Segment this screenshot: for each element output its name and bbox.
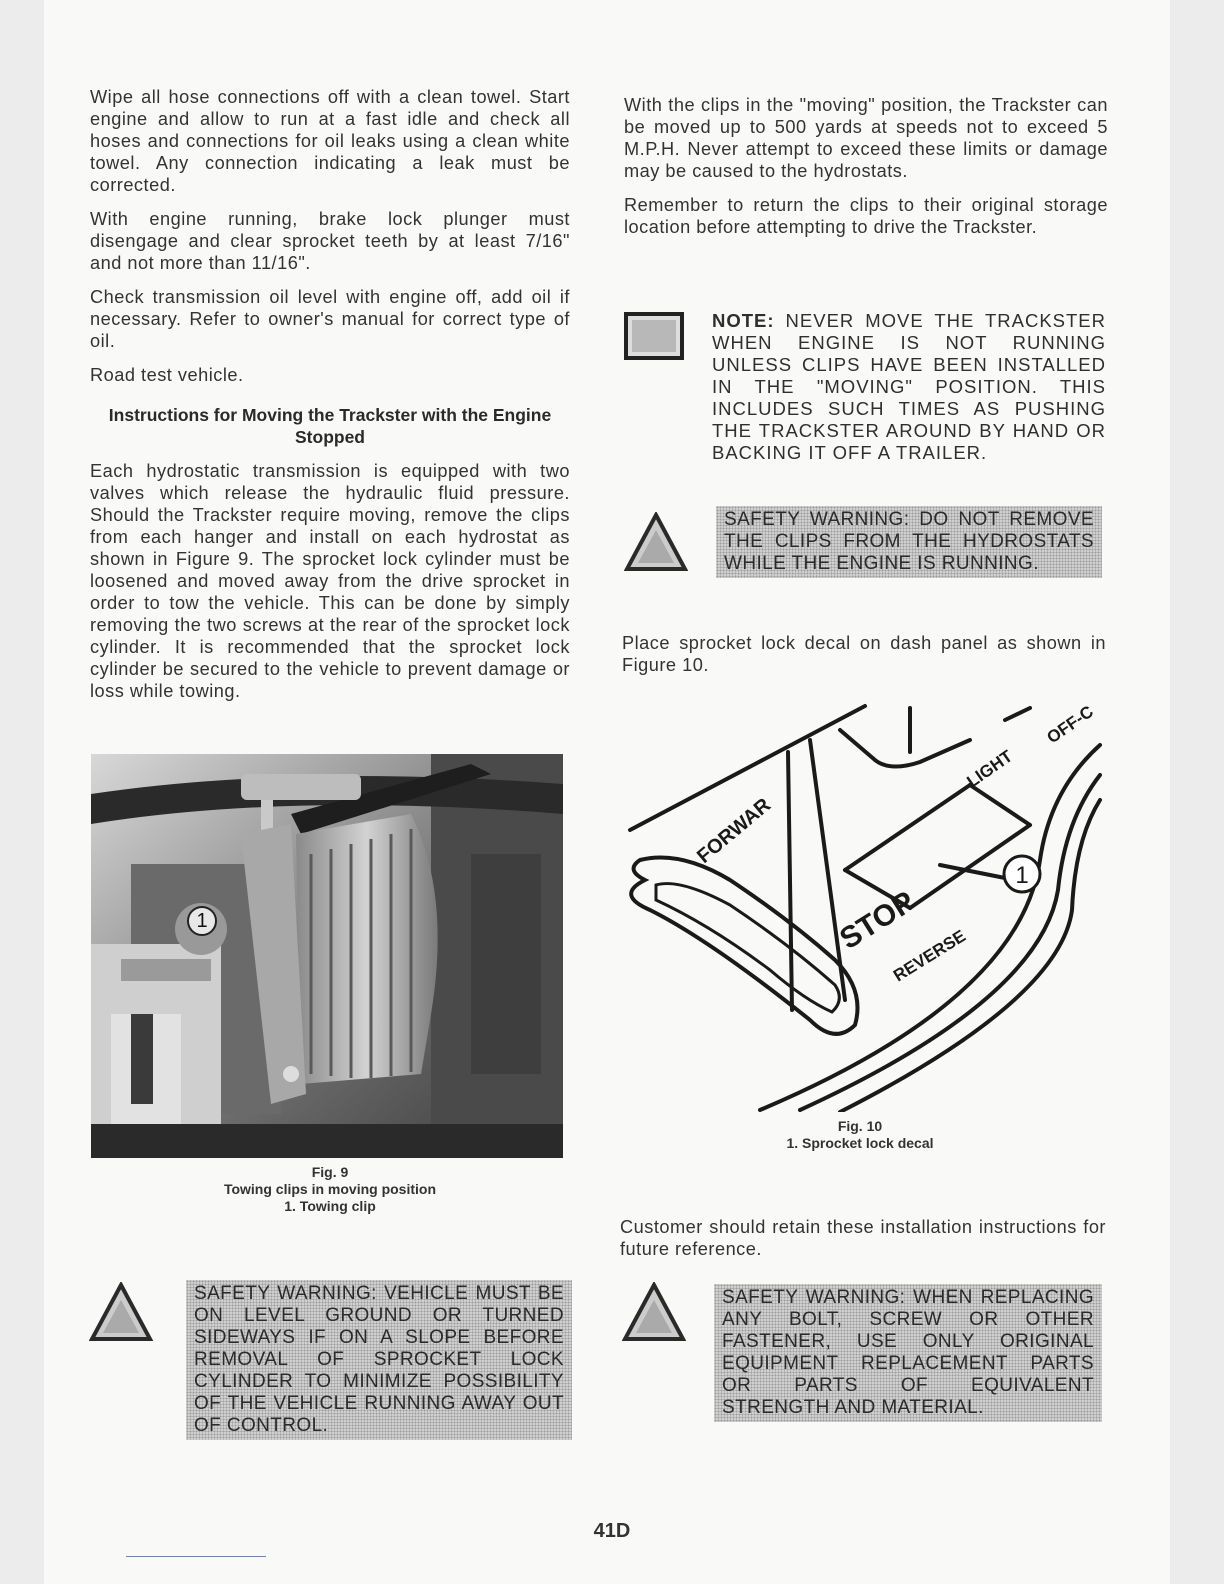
safety-warning-clips: SAFETY WARNING: DO NOT REMOVE THE CLIPS FROM THE HYDROSTATS WHILE THE ENGINE IS RUNNING.: [716, 506, 1102, 578]
figure-10-label-forward: FORWAR: [693, 794, 776, 868]
safety-warning-fasteners: SAFETY WARNING: WHEN REPLACING ANY BOLT, SCREW OR OTHER FASTENER, USE ONLY ORIGINAL EQUIPMENT REPLACEMENT PARTS OR PARTS OF EQUIVALENT STRENGTH AND MATERIAL.: [714, 1284, 1102, 1422]
figure-10-dash-diagram: [620, 700, 1106, 1112]
figure-9-photo: [91, 754, 563, 1158]
figure-10-callout: [1004, 856, 1040, 892]
safety-warning-left: SAFETY WARNING: VEHICLE MUST BE ON LEVEL GROUND OR TURNED SIDEWAYS IF ON A SLOPE BEFORE REMOVAL OF SPROCKET LOCK CYLINDER TO MINIMIZE POSSIBILITY OF THE VEHICLE RUNNING AWAY OUT OF CONTROL.: [186, 1280, 572, 1440]
right-column: [624, 94, 1108, 250]
paragraph-wipe-hoses: Wipe all hose connections off with a clean towel. Start engine and allow to run at a fast idle and check all hoses and connections for oil leaks using a clean white towel. Any connection indicating a leak must be corrected.: [90, 87, 570, 195]
paragraph-return-clips: Remember to return the clips to their original storage location before attempting to drive the Trackster.: [624, 195, 1108, 237]
figure-10-callout-number: 1: [1015, 862, 1029, 889]
paragraph-road-test: Road test vehicle.: [90, 365, 244, 385]
note-label: NOTE:: [712, 310, 775, 331]
paragraph-check-oil: Check transmission oil level with engine off, add oil if necessary. Refer to owner's manual for correct type of oil.: [90, 287, 570, 351]
left-column: [90, 86, 570, 714]
note-icon: [624, 312, 684, 360]
figure-9-caption: [190, 1164, 470, 1215]
figure-10-item: 1. Sprocket lock decal: [786, 1135, 934, 1151]
section-heading: Instructions for Moving the Trackster with the Engine Stopped: [108, 405, 552, 447]
warning-triangle-icon: [89, 1282, 153, 1342]
figure-9-callout-number: 1: [196, 910, 208, 932]
note-text: NEVER MOVE THE TRACKSTER WHEN ENGINE IS NOT RUNNING UNLESS CLIPS HAVE BEEN INSTALLED IN THE "MOVING" POSITION. THIS INCLUDES SUCH TIMES AS PUSHING THE TRACKSTER AROUND BY HAND OR BACKING IT OFF A TRAILER.: [712, 310, 1106, 463]
figure-9-item: 1. Towing clip: [284, 1198, 376, 1214]
warning-triangle-icon: [624, 512, 688, 572]
paragraph-instructions: Each hydrostatic transmission is equipped with two valves which release the hydraulic fluid pressure. Should the Trackster require moving, remove the clips from each hanger and install on each hydrostat as shown in Figure 9. The sprocket lock cylinder must be loosened and moved away from the drive sprocket in order to tow the vehicle. This can be done by simply removing the two screws at the rear of the sprocket lock cylinder. It is recommended that the sprocket lock cylinder be secured to the vehicle to prevent damage or loss while towing.: [90, 461, 570, 701]
figure-9-callout: [187, 906, 217, 936]
warning-triangle-icon: [622, 1282, 686, 1342]
figure-10-label: Fig. 10: [837, 1118, 883, 1134]
hydrostat-photo-illustration: [91, 754, 563, 1158]
paragraph-decal: Place sprocket lock decal on dash panel as shown in Figure 10.: [622, 633, 1106, 675]
figure-10-label-off: OFF-C: [1043, 701, 1097, 748]
figure-10-label-stop: STOP: [834, 884, 921, 956]
figure-10-label-light: LIGHT: [963, 746, 1017, 792]
figure-9-label: Fig. 9: [311, 1164, 349, 1180]
figure-9-title: Towing clips in moving position: [223, 1181, 437, 1197]
figure-10-label-reverse: REVERSE: [890, 926, 970, 986]
paragraph-moving-position: With the clips in the "moving" position, the Trackster can be moved up to 500 yards at speeds not to exceed 5 M.P.H. Never attempt to exceed these limits or damage may be caused to the hydrostats.: [624, 95, 1108, 181]
paragraph-brake-lock: With engine running, brake lock plunger must disengage and clear sprocket teeth by at least 7/16" and not more than 11/16".: [90, 209, 570, 273]
figure-10-caption: [740, 1118, 980, 1152]
page-number: 41D: [593, 1520, 631, 1542]
footer-divider: [126, 1556, 266, 1557]
paragraph-retain: Customer should retain these installation instructions for future reference.: [620, 1217, 1106, 1259]
note-block: [712, 310, 1106, 464]
